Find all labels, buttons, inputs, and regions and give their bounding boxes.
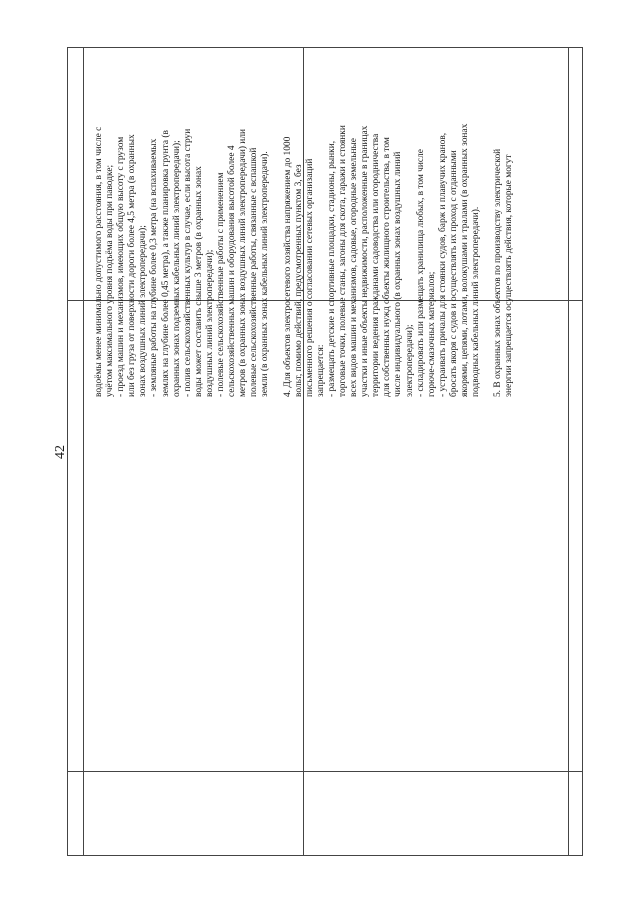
text-line: воды может составить свыше 3 метров (в охранных зонах — [193, 166, 204, 397]
text-line: - складировать или размещать хранилища любых, в том числе — [415, 149, 426, 397]
text-line: - устраивать причалы для стоянки судов, барж и плавучих кранов, — [437, 132, 448, 397]
text-line: зонах воздушных линий электропередачи); — [138, 225, 149, 397]
row-divider — [68, 771, 582, 772]
regulation-text-cell — [94, 0, 580, 401]
text-line: подводных кабельных линий электропередачи). — [471, 206, 482, 397]
text-line: энергии запрещается осуществлять действия, которые могут — [504, 154, 515, 397]
text-line: полевые сельскохозяйственные работы, связанные с вспашкой — [249, 147, 260, 397]
text-line: якорями, цепями, лотами, волокушами и тралами (в охранных зонах — [460, 123, 470, 397]
text-line: охранных зонах подземных кабельных линий электропередачи); — [171, 140, 182, 397]
text-line: - проезд машин и механизмов, имеющих общую высоту с грузом — [116, 136, 127, 397]
text-line: 4. Для объектов электросетевого хозяйства напряжением до 1000 — [282, 136, 293, 397]
text-line: бросать якоря с судов и осуществлять их проход с отданными — [448, 150, 459, 397]
text-line: - земляные работы на глубине более 0,3 метра (на вспахиваемых — [149, 138, 160, 397]
text-line: - полевые сельскохозяйственные работы с применением — [216, 172, 227, 397]
text-line: землях на глубине более 0,45 метра), а также планировка грунта (в — [160, 130, 171, 397]
page-number: 42 — [53, 445, 68, 459]
table-frame — [67, 47, 583, 856]
text-line: запрещается: — [315, 344, 326, 397]
text-line: числе индивидуального (в охранных зонах воздушных линий — [393, 151, 404, 397]
paragraph-gap — [272, 0, 283, 397]
text-line: водоёмы менее минимально допустимого расстояния, в том числе с — [94, 126, 104, 397]
text-line: территории ведения гражданами садоводства или огородничества — [371, 133, 382, 397]
text-line: сельскохозяйственных машин и оборудования высотой более 4 — [227, 145, 238, 397]
text-line: участки и иные объекты недвижимости, расположенные в границах — [360, 125, 371, 397]
text-line: 5. В охранных зонах объектов по производству электрической — [493, 148, 504, 397]
paragraph-gap — [482, 0, 493, 397]
text-line: учётом максимального уровня подъёма воды при паводке; — [105, 164, 116, 397]
text-line: торговые точки, полевые станы, загоны для скота, гаражи и стоянки — [337, 125, 348, 397]
text-line: земли (в охранных зонах кабельных линий электропередачи). — [260, 151, 271, 397]
text-line: для собственных нужд объекты жилищного строительства, в том — [382, 137, 393, 397]
text-line: или без груза от поверхности дороги более 4,5 метра (в охранных — [127, 134, 138, 397]
text-line: горюче-смазочных материалов; — [426, 271, 437, 397]
text-line: - полив сельскохозяйственных культур в случае, если высота струи — [182, 128, 193, 397]
text-line: письменного решения о согласовании сетевых организаций — [304, 158, 315, 397]
text-line: - размещать детские и спортивные площадки, стадионы, рынки, — [326, 140, 337, 397]
text-line: всех видов машин и механизмов, садовые, огородные земельные — [349, 138, 360, 397]
rotated-content-area — [94, 0, 515, 401]
text-line: электропередачи); — [404, 324, 415, 397]
text-line: вольт, помимо действий, предусмотренных пунктом 3, без — [293, 164, 304, 397]
text-line: метров (в охранных зонах воздушных линий электропередачи) или — [238, 128, 249, 397]
column-divider — [83, 48, 84, 855]
text-line: воздушных линий электропередачи); — [204, 249, 215, 397]
